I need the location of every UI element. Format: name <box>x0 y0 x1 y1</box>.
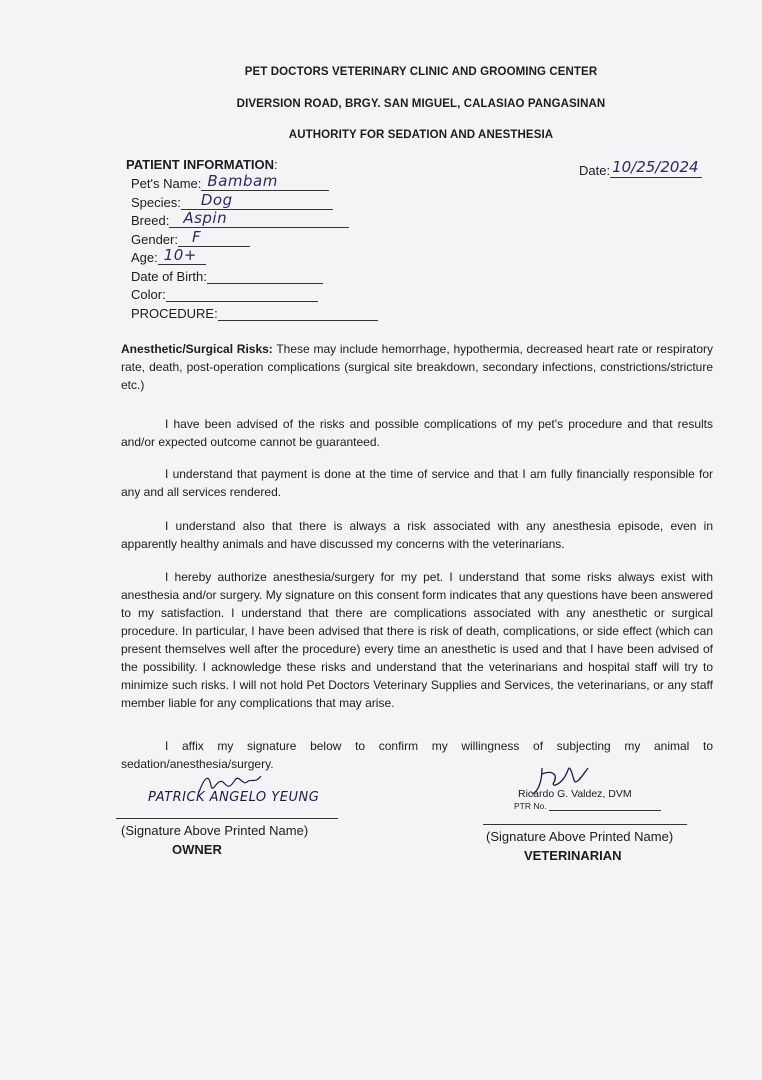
form-title: AUTHORITY FOR SEDATION AND ANESTHESIA <box>288 129 554 141</box>
owner-signature-label: (Signature Above Printed Name) <box>121 823 309 838</box>
field-gender <box>131 228 250 247</box>
vet-signature-label: (Signature Above Printed Name) <box>486 829 674 844</box>
risks-label: Anesthetic/Surgical Risks: <box>121 342 273 356</box>
advised-paragraph: I have been advised of the risks and possible complications of my pet's procedure and that results and/or expected outcome cannot be guaranteed. <box>121 417 713 449</box>
field-date-of-birth <box>131 269 323 284</box>
clinic-name: PET DOCTORS VETERINARY CLINIC AND GROOMING CENTER <box>244 66 598 78</box>
vet-role: VETERINARIAN <box>524 848 622 863</box>
clinic-address: DIVERSION ROAD, BRGY. SAN MIGUEL, CALASIAO PANGASINAN <box>236 98 606 110</box>
patient-info-title: PATIENT INFORMATION: <box>126 157 278 172</box>
vet-name: Ricardo G. Valdez, DVM <box>518 788 632 800</box>
field-species <box>131 191 333 210</box>
owner-role: OWNER <box>172 842 222 857</box>
field-label: Species: <box>131 195 181 210</box>
handwritten-value: Aspin <box>183 209 228 227</box>
field-label: Breed: <box>131 213 170 228</box>
field-breed <box>131 209 349 228</box>
handwritten-date: 10/25/2024 <box>612 158 699 176</box>
field-color <box>131 287 318 302</box>
authorization-paragraph: I hereby authorize anesthesia/surgery for my pet. I understand that some risks always exist with anesthesia and/or surgery. My signature on this consent form indicates that any questions have been answered to my satisfaction. I understand that there are complications associated with any anesthetic or surgical procedure. In particular, I have been advised that there is risk of death, complications, or side effect (which can present themselves well after the procedure) every time an anesthetic is used and that I have been advised of the possibility. I acknowledge these risks and understand that the veterinarians and hospital staff will try to minimize such risks. I will not hold Pet Doctors Veterinary Supplies and Services, the veterinarians, or any staff member liable for any complications that may arise. <box>121 570 713 710</box>
field-label: Pet's Name: <box>131 176 202 191</box>
date-field <box>579 158 702 178</box>
vet-signature-line <box>483 824 687 825</box>
field-age <box>131 246 206 265</box>
handwritten-value: Bambam <box>207 172 278 190</box>
ptr-number: PTR No. <box>514 801 661 811</box>
owner-printed-name: PATRICK ANGELO YEUNG <box>148 790 320 805</box>
field-label: Date of Birth: <box>131 269 207 284</box>
anesthesia-risk-paragraph: I understand also that there is always a risk associated with any anesthesia episode, even in apparently healthy animals and have discussed my concerns with the veterinarians. <box>121 519 713 551</box>
field-label: Gender: <box>131 232 178 247</box>
date-label: Date: <box>579 163 611 178</box>
handwritten-value: 10+ <box>163 246 197 264</box>
handwritten-value: F <box>191 228 202 246</box>
field-pet-name <box>131 172 329 191</box>
handwritten-value: Dog <box>200 191 233 209</box>
field-procedure <box>131 306 378 321</box>
field-label: Age: <box>131 250 158 265</box>
risks-paragraph: Anesthetic/Surgical Risks: These may include hemorrhage, hypothermia, decreased heart rate or respiratory rate, death, post-operation complications (surgical site breakdown, secondary infections, constrictions/stricture etc.) <box>121 342 713 392</box>
payment-paragraph: I understand that payment is done at the time of service and that I am fully financially responsible for any and all services rendered. <box>121 467 713 499</box>
owner-signature-line <box>116 818 338 819</box>
field-label: PROCEDURE: <box>131 306 218 321</box>
field-label: Color: <box>131 287 166 302</box>
affix-signature-paragraph: I affix my signature below to confirm my willingness of subjecting my animal to sedation/anesthesia/surgery. <box>121 739 713 771</box>
